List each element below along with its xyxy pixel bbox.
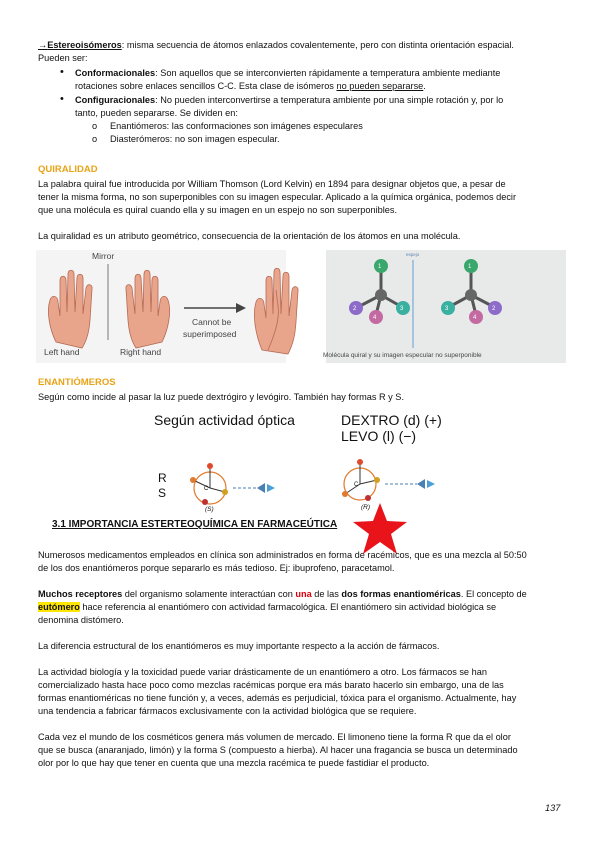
s31-p3: La diferencia estructural de los enantiómeros es muy importante respecto a la acción de fármacos. <box>38 641 440 651</box>
term-conformacionales: Conformacionales <box>75 68 156 78</box>
bullet-dot: • <box>60 66 64 78</box>
intro-line <box>38 39 514 52</box>
s31-p5-l3: olor por lo que hay que tener en cuenta que una mezcla racémica te puede fastidiar el producto. <box>38 758 430 768</box>
label-dextro: DEXTRO (d) (+) <box>341 412 442 428</box>
figure-optical-molecules <box>185 456 455 516</box>
chirality-figure-svg <box>36 250 566 363</box>
sub-marker: o <box>92 121 98 131</box>
atom-label: 2 <box>492 306 496 312</box>
atom-label: 2 <box>353 306 357 312</box>
heading-enantiomeros: ENANTIÓMEROS <box>38 377 116 388</box>
quiralidad-p1-l1: La palabra quiral fue introducida por William Thomson (Lord Kelvin) en 1894 para designar objetos que, a pesar de <box>38 179 506 189</box>
s31-p2-l2b: hace referencia al enantiómero con actividad farmacológica. El enantiómero sin actividad biológica se <box>79 602 497 612</box>
optical-activity-title: Según actividad óptica <box>154 412 295 428</box>
term-estereoisomeros: Estereoisómeros <box>47 40 122 50</box>
s31-p4-l2: comercializado hasta hace poco como mezclas racémicas porque era más barato hacerlo sin embargo, una de las <box>38 680 504 690</box>
sub-enantiomeros: Enantiómeros: las conformaciones son imágenes especulares <box>110 121 363 131</box>
quiralidad-p2: La quiralidad es un atributo geométrico, consecuencia de la orientación de los átomos en una molécula. <box>38 231 461 241</box>
heading-quiralidad: QUIRALIDAD <box>38 164 98 175</box>
s31-p2-b: del organismo solamente interactúan con <box>122 589 296 599</box>
figure-chirality <box>36 250 566 363</box>
label-mirror: Mirror <box>92 251 115 261</box>
atom-label: 3 <box>400 306 404 312</box>
config-line-2: tanto, pueden separarse. Se dividen en: <box>75 108 238 118</box>
conf-text-2a: rotaciones sobre enlaces sencillos C-C. Esta clase de isómeros <box>75 81 337 91</box>
dos-formas: dos formas enantioméricas <box>341 589 461 599</box>
heading-section-3-1: 3.1 IMPORTANCIA ESTERTEOQUÍMICA EN FARMACEÚTICA <box>52 519 338 530</box>
page-number: 137 <box>545 803 561 813</box>
muchos-receptores: Muchos receptores <box>38 589 123 599</box>
s31-p2-f: . El concepto de <box>460 589 527 599</box>
figure-caption: Molécula quiral y su imagen especular no superponible <box>323 352 482 359</box>
conf-line-2 <box>75 80 426 93</box>
atom-label: 4 <box>373 315 377 321</box>
bullet-conformacionales <box>75 67 500 80</box>
sub-marker: o <box>92 134 98 144</box>
intro-line-2: Pueden ser: <box>38 53 88 63</box>
s31-p2-l3: denomina distómero. <box>38 615 124 625</box>
s31-p4-l1: La actividad biología y la toxicidad puede variar drásticamente de un enantiómero a otro. Los fármacos se han <box>38 667 487 677</box>
eutomero-highlight: eutómero <box>38 602 80 612</box>
s31-p4-l4: una tendencia a fabricar fármacos exclusivamente con la actividad biológica que se requiere. <box>38 706 417 716</box>
s31-p2-d: de las <box>311 589 342 599</box>
label-superimposed: superimposed <box>183 329 237 339</box>
label-espejo: espejo <box>406 252 420 257</box>
conf-no-separarse: no pueden separarse <box>336 81 424 91</box>
label-s: S <box>158 486 167 500</box>
quiralidad-p1-l2: tener la misma forma, no son superponibles con su imagen especular. Aplicado a la química orgánica, podemos decir <box>38 192 517 202</box>
label-carbon: C <box>204 486 209 492</box>
s31-p1-l1: Numerosos medicamentos empleados en clínica son administrados en forma de racémicos, que es una mezcla al 50:50 <box>38 550 527 560</box>
sub-diasteromeros: Diasterómeros: no son imagen especular. <box>110 134 280 144</box>
arrow-icon: → <box>38 40 48 50</box>
config-text-1: : No pueden interconvertirse a temperatura ambiente por una simple rotación y, por lo <box>155 95 504 105</box>
conf-text-1: : Son aquellos que se interconvierten rápidamente a temperatura ambiente mediante <box>155 68 501 78</box>
atom-label: 3 <box>445 306 449 312</box>
atom-label: 1 <box>378 264 382 270</box>
s31-p2-l2 <box>38 601 496 614</box>
molecule-s-icon <box>190 463 275 505</box>
una-emphasis: una <box>295 589 312 599</box>
label-levo: LEVO (l) (−) <box>341 428 417 444</box>
s31-p2-l1 <box>38 588 527 601</box>
s31-p1-l2: de los dos enantiómeros porque separarlo es más tedioso. Ej: ibuprofeno, paracetamol. <box>38 563 395 573</box>
label-cannot-be: Cannot be <box>192 317 232 327</box>
quiralidad-p1-l3: que una molécula es quiral cuando ella y su imagen en un espejo no son superponibles. <box>38 205 398 215</box>
intro-text: : misma secuencia de átomos enlazados covalentemente, pero con distinta orientación espacial. <box>121 40 514 50</box>
s31-p5-l2: que se busca (anaranjado, limón) y la forma S (compuesto a hierba). Al hacer una fragancia se busca un determinado <box>38 745 518 755</box>
s31-p4-l3: formas enantioméricas no tiene función y, a veces, además es perjudicial, tóxica para el organismo. Actualmente, hay <box>38 693 517 703</box>
label-r: R <box>158 471 167 485</box>
s31-p5-l1: Cada vez el mundo de los cosméticos genera más volumen de mercado. El limoneno tiene la forma R que da el olor <box>38 732 511 742</box>
red-star-icon <box>351 502 409 556</box>
label-right-hand: Right hand <box>120 347 162 357</box>
term-configuracionales: Configuracionales <box>75 95 156 105</box>
atom-label: 4 <box>473 315 477 321</box>
conf-text-2c: . <box>423 81 426 91</box>
bullet-configuracionales <box>75 94 503 107</box>
bullet-dot: • <box>60 93 64 105</box>
label-carbon: C <box>354 482 359 488</box>
label-left-hand: Left hand <box>44 347 80 357</box>
enantiomeros-p1: Según como incide al pasar la luz puede dextrógiro y levógiro. También hay formas R y S. <box>38 392 404 402</box>
optical-molecules-svg <box>185 456 455 516</box>
label-s-config: (S) <box>205 506 214 513</box>
label-r-config: (R) <box>361 504 371 511</box>
atom-label: 1 <box>468 264 472 270</box>
